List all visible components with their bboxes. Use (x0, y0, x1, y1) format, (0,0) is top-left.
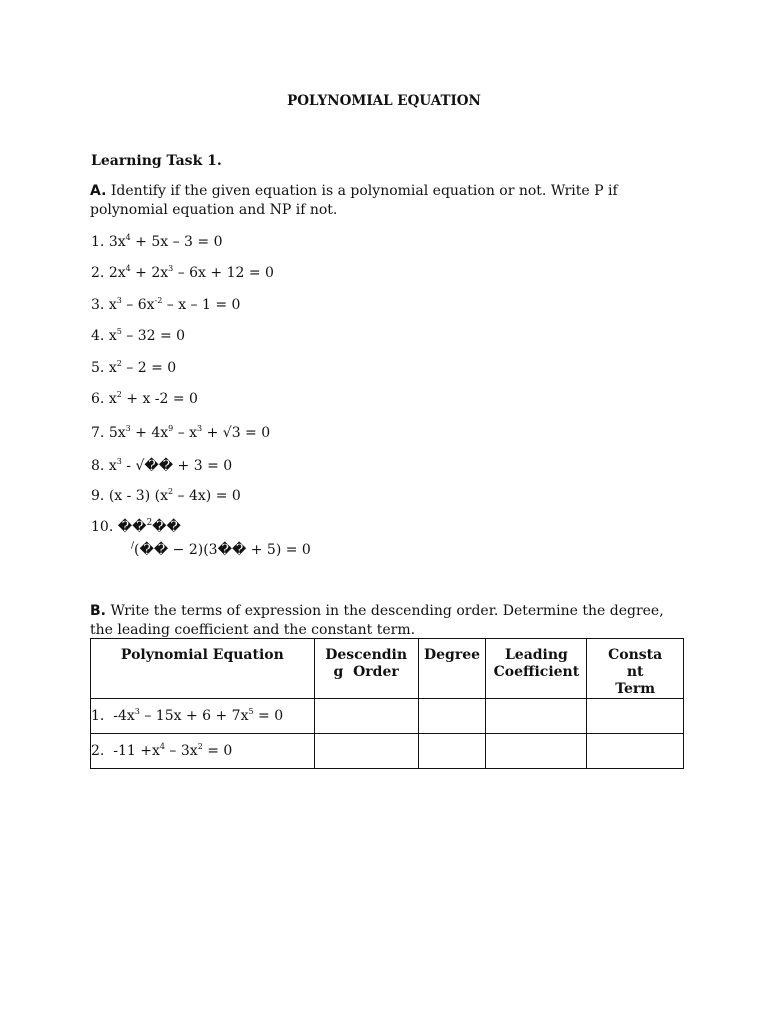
table-cell-equation: 2. $-11 +x^4 - 3x^2 = 0$ (91, 734, 315, 769)
table-cell-degree[interactable] (418, 734, 486, 769)
task-heading: Learning Task 1. (91, 153, 222, 169)
table-cell-constant-term[interactable] (587, 734, 684, 769)
part-b-text: Write the terms of expression in the descending order. Determine the degree, the leading coefficient and the constant term. (90, 603, 664, 638)
table-cell-degree[interactable] (418, 699, 486, 734)
part-b-instruction (90, 602, 690, 640)
list-item-8: 8. $x^3$ - √�� + 3 = 0 (91, 457, 233, 474)
table-cell-equation: 1. $-4x^3 - 15x + 6 + 7x^5 = 0$ (91, 699, 315, 734)
list-item-6: 6. $x^2 + x$ -2 = 0 (91, 390, 198, 407)
list-item-10: 10. ��$^2$�� (91, 518, 181, 535)
table-cell-leading-coefficient[interactable] (486, 734, 587, 769)
list-item-5: 5. $x^2 - 2 = 0$ (91, 359, 177, 376)
list-item-7: 7. $5x^3 + 4x^9 - x^3 + √3 = 0$ (91, 424, 271, 441)
table-row (91, 734, 684, 769)
table-cell-constant-term[interactable] (587, 699, 684, 734)
part-b-letter: B. (90, 603, 106, 619)
header-leading-coefficient: Leading Coefficient (486, 639, 587, 699)
table-cell-descending-order[interactable] (314, 699, 418, 734)
table-cell-leading-coefficient[interactable] (486, 699, 587, 734)
list-item-10-equation: /(�� − 2)(3�� + 5) = 0 (131, 541, 311, 558)
header-degree: Degree (418, 639, 486, 699)
header-constant-term: Consta nt Term (587, 639, 684, 699)
table-row (91, 699, 684, 734)
header-polynomial-equation: Polynomial Equation (91, 639, 315, 699)
header-descending-order: Descendin g Order (314, 639, 418, 699)
part-a-instruction (90, 182, 690, 220)
table-header-row (91, 639, 684, 699)
document-title: POLYNOMIAL EQUATION (287, 93, 481, 109)
list-item-1: 1. $3x^4 + 5x - 3 = 0$ (91, 233, 223, 250)
list-item-4: 4. $x^5 - 32 = 0$ (91, 327, 186, 344)
part-a-text: Identify if the given equation is a polynomial equation or not. Write P if polynomial equation and NP if not. (90, 183, 618, 218)
polynomial-table (90, 638, 684, 769)
list-item-9: 9. (x - 3) $(x^2 - 4x) = 0$ (91, 487, 241, 504)
list-item-3: 3. $x^3 - 6x^{-2} - x - 1 = 0$ (91, 296, 241, 313)
part-a-letter: A. (90, 183, 107, 199)
list-item-2: 2. $2x^4 + 2x^3 - 6x + 12 = 0$ (91, 264, 274, 281)
table-cell-descending-order[interactable] (314, 734, 418, 769)
